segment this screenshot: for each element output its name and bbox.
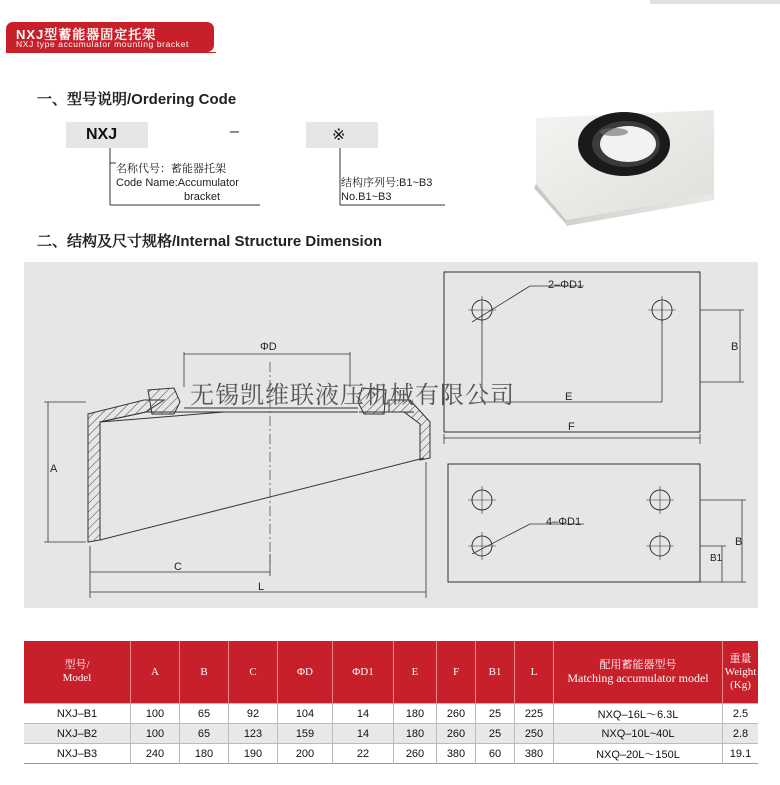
cell: NXQ–10L~40L — [554, 724, 723, 744]
serial-box — [306, 122, 378, 148]
structure-section-title: 二、结构及尺寸规格/Internal Structure Dimension — [37, 233, 383, 250]
cell: NXJ–B3 — [24, 744, 131, 764]
code-text: NXJ — [86, 126, 118, 143]
table-header-row — [24, 641, 758, 704]
label-E: E — [565, 391, 573, 403]
spec-table — [24, 641, 758, 764]
col-weight: 重量 Weight (Kg) — [723, 641, 759, 704]
label-L: L — [258, 581, 265, 593]
serial-cn: 结构序列号:B1~B3 — [341, 177, 433, 189]
page-title-cn: NXJ型蓄能器固定托架 — [16, 27, 157, 42]
cell: 260 — [437, 724, 476, 744]
col-E: E — [394, 641, 437, 704]
code-name-cn: 名称代号：蓄能器托架 — [116, 163, 226, 175]
cell: NXQ–16L～6.3L — [554, 704, 723, 724]
cell: 159 — [278, 724, 333, 744]
code-dash: – — [230, 123, 239, 140]
table-row — [24, 744, 758, 764]
col-L: L — [515, 641, 554, 704]
col-matching: 配用蓄能器型号 Matching accumulator model — [554, 641, 723, 704]
watermark: 无锡凯维联液压机械有限公司 — [190, 381, 515, 409]
label-F: F — [568, 421, 575, 433]
table-row — [24, 724, 758, 744]
cell: 225 — [515, 704, 554, 724]
cell: 100 — [131, 724, 180, 744]
col-phiD1: ΦD1 — [333, 641, 394, 704]
cell: 380 — [515, 744, 554, 764]
code-name-en-2: bracket — [184, 191, 221, 203]
code-box — [66, 122, 148, 148]
page-title-en: NXJ type accumulator mounting bracket — [16, 39, 189, 49]
col-model: 型号/ Model — [24, 641, 131, 704]
product-photo — [526, 96, 726, 228]
cell: 14 — [333, 704, 394, 724]
cell: 123 — [229, 724, 278, 744]
page-title-badge — [6, 22, 214, 52]
cell: 180 — [394, 724, 437, 744]
cell: 2.5 — [723, 704, 759, 724]
cell: 180 — [394, 704, 437, 724]
col-C: C — [229, 641, 278, 704]
serial-mark: ※ — [332, 127, 346, 144]
label-B1: B1 — [710, 553, 723, 564]
cell: 180 — [180, 744, 229, 764]
label-C: C — [174, 561, 182, 573]
col-B: B — [180, 641, 229, 704]
cell: 25 — [476, 704, 515, 724]
col-phiD: ΦD — [278, 641, 333, 704]
cell: 200 — [278, 744, 333, 764]
table-row — [24, 704, 758, 724]
top-decoration — [650, 0, 780, 4]
side-view-drawing — [24, 262, 758, 608]
label-A: A — [50, 463, 58, 475]
cell: 100 — [131, 704, 180, 724]
cell: 60 — [476, 744, 515, 764]
label-four-holes: 4–ΦD1 — [546, 516, 582, 528]
cell: NXJ–B2 — [24, 724, 131, 744]
col-F: F — [437, 641, 476, 704]
label-B-top: B — [731, 341, 739, 353]
label-phiD: ΦD — [260, 341, 277, 353]
cell: 240 — [131, 744, 180, 764]
cell: NXQ–20L～150L — [554, 744, 723, 764]
cell: 22 — [333, 744, 394, 764]
col-A: A — [131, 641, 180, 704]
cell: 380 — [437, 744, 476, 764]
header-underline — [6, 52, 216, 53]
label-B-bottom: B — [735, 536, 743, 548]
cell: 92 — [229, 704, 278, 724]
cell: 260 — [394, 744, 437, 764]
ordering-section-title: 一、型号说明/Ordering Code — [37, 91, 237, 108]
cell: NXJ–B1 — [24, 704, 131, 724]
code-name-en: Code Name:Accumulator — [116, 177, 239, 189]
cell: 260 — [437, 704, 476, 724]
cell: 14 — [333, 724, 394, 744]
cell: 65 — [180, 704, 229, 724]
col-B1: B1 — [476, 641, 515, 704]
cell: 2.8 — [723, 724, 759, 744]
serial-en: No.B1~B3 — [341, 191, 392, 203]
cell: 104 — [278, 704, 333, 724]
cell: 25 — [476, 724, 515, 744]
cell: 19.1 — [723, 744, 759, 764]
label-two-holes: 2–ΦD1 — [548, 279, 584, 291]
cell: 190 — [229, 744, 278, 764]
cell: 65 — [180, 724, 229, 744]
cell: 250 — [515, 724, 554, 744]
